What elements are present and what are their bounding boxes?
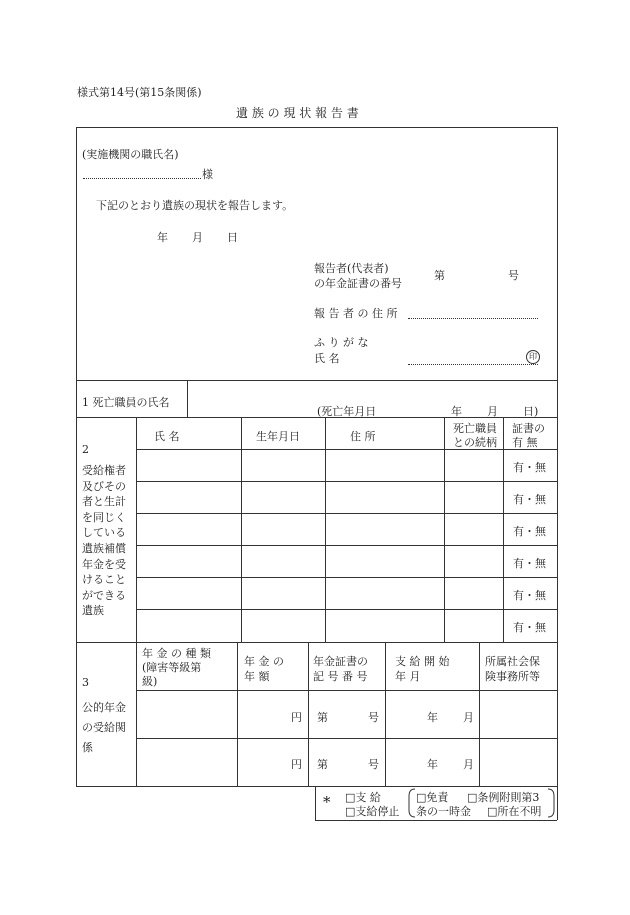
cert-yes-no-3[interactable]: 有・無: [513, 525, 546, 538]
cert-yes-no-2[interactable]: 有・無: [513, 493, 546, 506]
reporter-cert-label-2: の年金証書の番号: [314, 277, 402, 290]
pension-cert-header-2: 記 号 番 号: [313, 670, 368, 683]
death-year-label: 年: [451, 405, 462, 418]
col-relation-header-1: 死亡職員: [453, 422, 497, 435]
pension-type-header-3: 級): [142, 675, 158, 688]
checkbox-payment-stopped[interactable]: □支給停止: [345, 805, 400, 818]
section3-label: 公的年金の受給関係: [82, 701, 126, 754]
pension-type-header-2: (障害等級第: [142, 661, 202, 674]
date-year-label: 年: [157, 231, 168, 244]
bracket-left-icon: [408, 788, 416, 818]
pension-amount-header-1: 年 金 の: [244, 655, 284, 668]
checkbox-unknown[interactable]: □所在不明: [487, 805, 542, 818]
addressee-field[interactable]: [83, 178, 201, 179]
seal-stamp: 印: [526, 350, 540, 364]
death-day-label: 日): [523, 405, 539, 418]
col-relation-header-2: との続柄: [453, 436, 497, 449]
date-month-label: 月: [192, 231, 203, 244]
col-cert-header-1: 証書の: [512, 422, 545, 435]
death-month-label: 月: [487, 405, 498, 418]
cert-dai-label: 第: [434, 269, 445, 282]
cert-go-label: 号: [508, 269, 519, 282]
death-date-prefix: (死亡年月日: [317, 405, 377, 418]
pension-month-1: 月: [463, 711, 474, 724]
pension-yen-1: 円: [291, 711, 302, 724]
cert-yes-no-5[interactable]: 有・無: [513, 589, 546, 602]
date-day-label: 日: [227, 231, 238, 244]
pension-go-2: 号: [368, 758, 379, 771]
statement-text: 下記のとおり遺族の現状を報告します。: [96, 199, 294, 212]
pension-start-header-1: 支 給 開 始: [395, 655, 450, 668]
pension-cert-header-1: 年金証書の: [313, 655, 368, 668]
reporter-cert-label-1: 報告者(代表者): [314, 262, 389, 275]
reporter-address-field[interactable]: [408, 318, 538, 319]
section3-number: 3: [82, 676, 89, 689]
reporter-address-label: 報 告 者 の 住 所: [314, 307, 398, 320]
form-number: 様式第14号(第15条関係): [77, 86, 202, 99]
bracket-right-icon: [547, 788, 555, 818]
pension-dai-1: 第: [317, 711, 328, 724]
pension-year-1: 年: [427, 711, 438, 724]
reporter-name-field[interactable]: [408, 364, 538, 365]
lump-sum-label: 条の一時金: [416, 805, 471, 818]
pension-year-2: 年: [427, 758, 438, 771]
pension-start-header-2: 年 月: [395, 670, 421, 683]
addressee-suffix: 様: [202, 168, 213, 181]
col-name-header: 氏 名: [154, 430, 180, 443]
col-cert-header-2: 有 無: [512, 436, 538, 449]
seal-mark: [526, 349, 540, 364]
pension-office-header-1: 所属社会保: [485, 655, 540, 668]
checkbox-payment[interactable]: □支 給: [345, 791, 381, 804]
name-label: 氏 名: [314, 352, 340, 365]
pension-dai-2: 第: [317, 758, 328, 771]
form-title: 遺 族 の 現 状 報 告 書: [236, 106, 359, 120]
cert-yes-no-1[interactable]: 有・無: [513, 461, 546, 474]
checkbox-ordinance[interactable]: □条例附則第3: [467, 791, 540, 804]
col-address-header: 住 所: [350, 430, 376, 443]
furigana-label: ふ り が な: [314, 336, 369, 349]
asterisk-mark: *: [323, 793, 331, 811]
pension-yen-2: 円: [291, 758, 302, 771]
section1-label: 1 死亡職員の氏名: [82, 396, 170, 409]
pension-office-header-2: 険事務所等: [485, 670, 540, 683]
checkbox-exempt[interactable]: □免責: [416, 791, 449, 804]
pension-type-header-1: 年 金 の 種 類: [142, 647, 211, 660]
addressee-label: (実施機関の職氏名): [82, 148, 179, 161]
section2-number: 2: [82, 443, 89, 456]
pension-go-1: 号: [368, 711, 379, 724]
col-birth-header: 生年月日: [256, 430, 300, 443]
cert-yes-no-6[interactable]: 有・無: [513, 621, 546, 634]
pension-amount-header-2: 年 額: [244, 670, 270, 683]
cert-yes-no-4[interactable]: 有・無: [513, 557, 546, 570]
pension-month-2: 月: [463, 758, 474, 771]
section2-label: 受給権者及びその者と生計を同じくしている遺族補償年金を受けることができる遺族: [82, 464, 126, 618]
